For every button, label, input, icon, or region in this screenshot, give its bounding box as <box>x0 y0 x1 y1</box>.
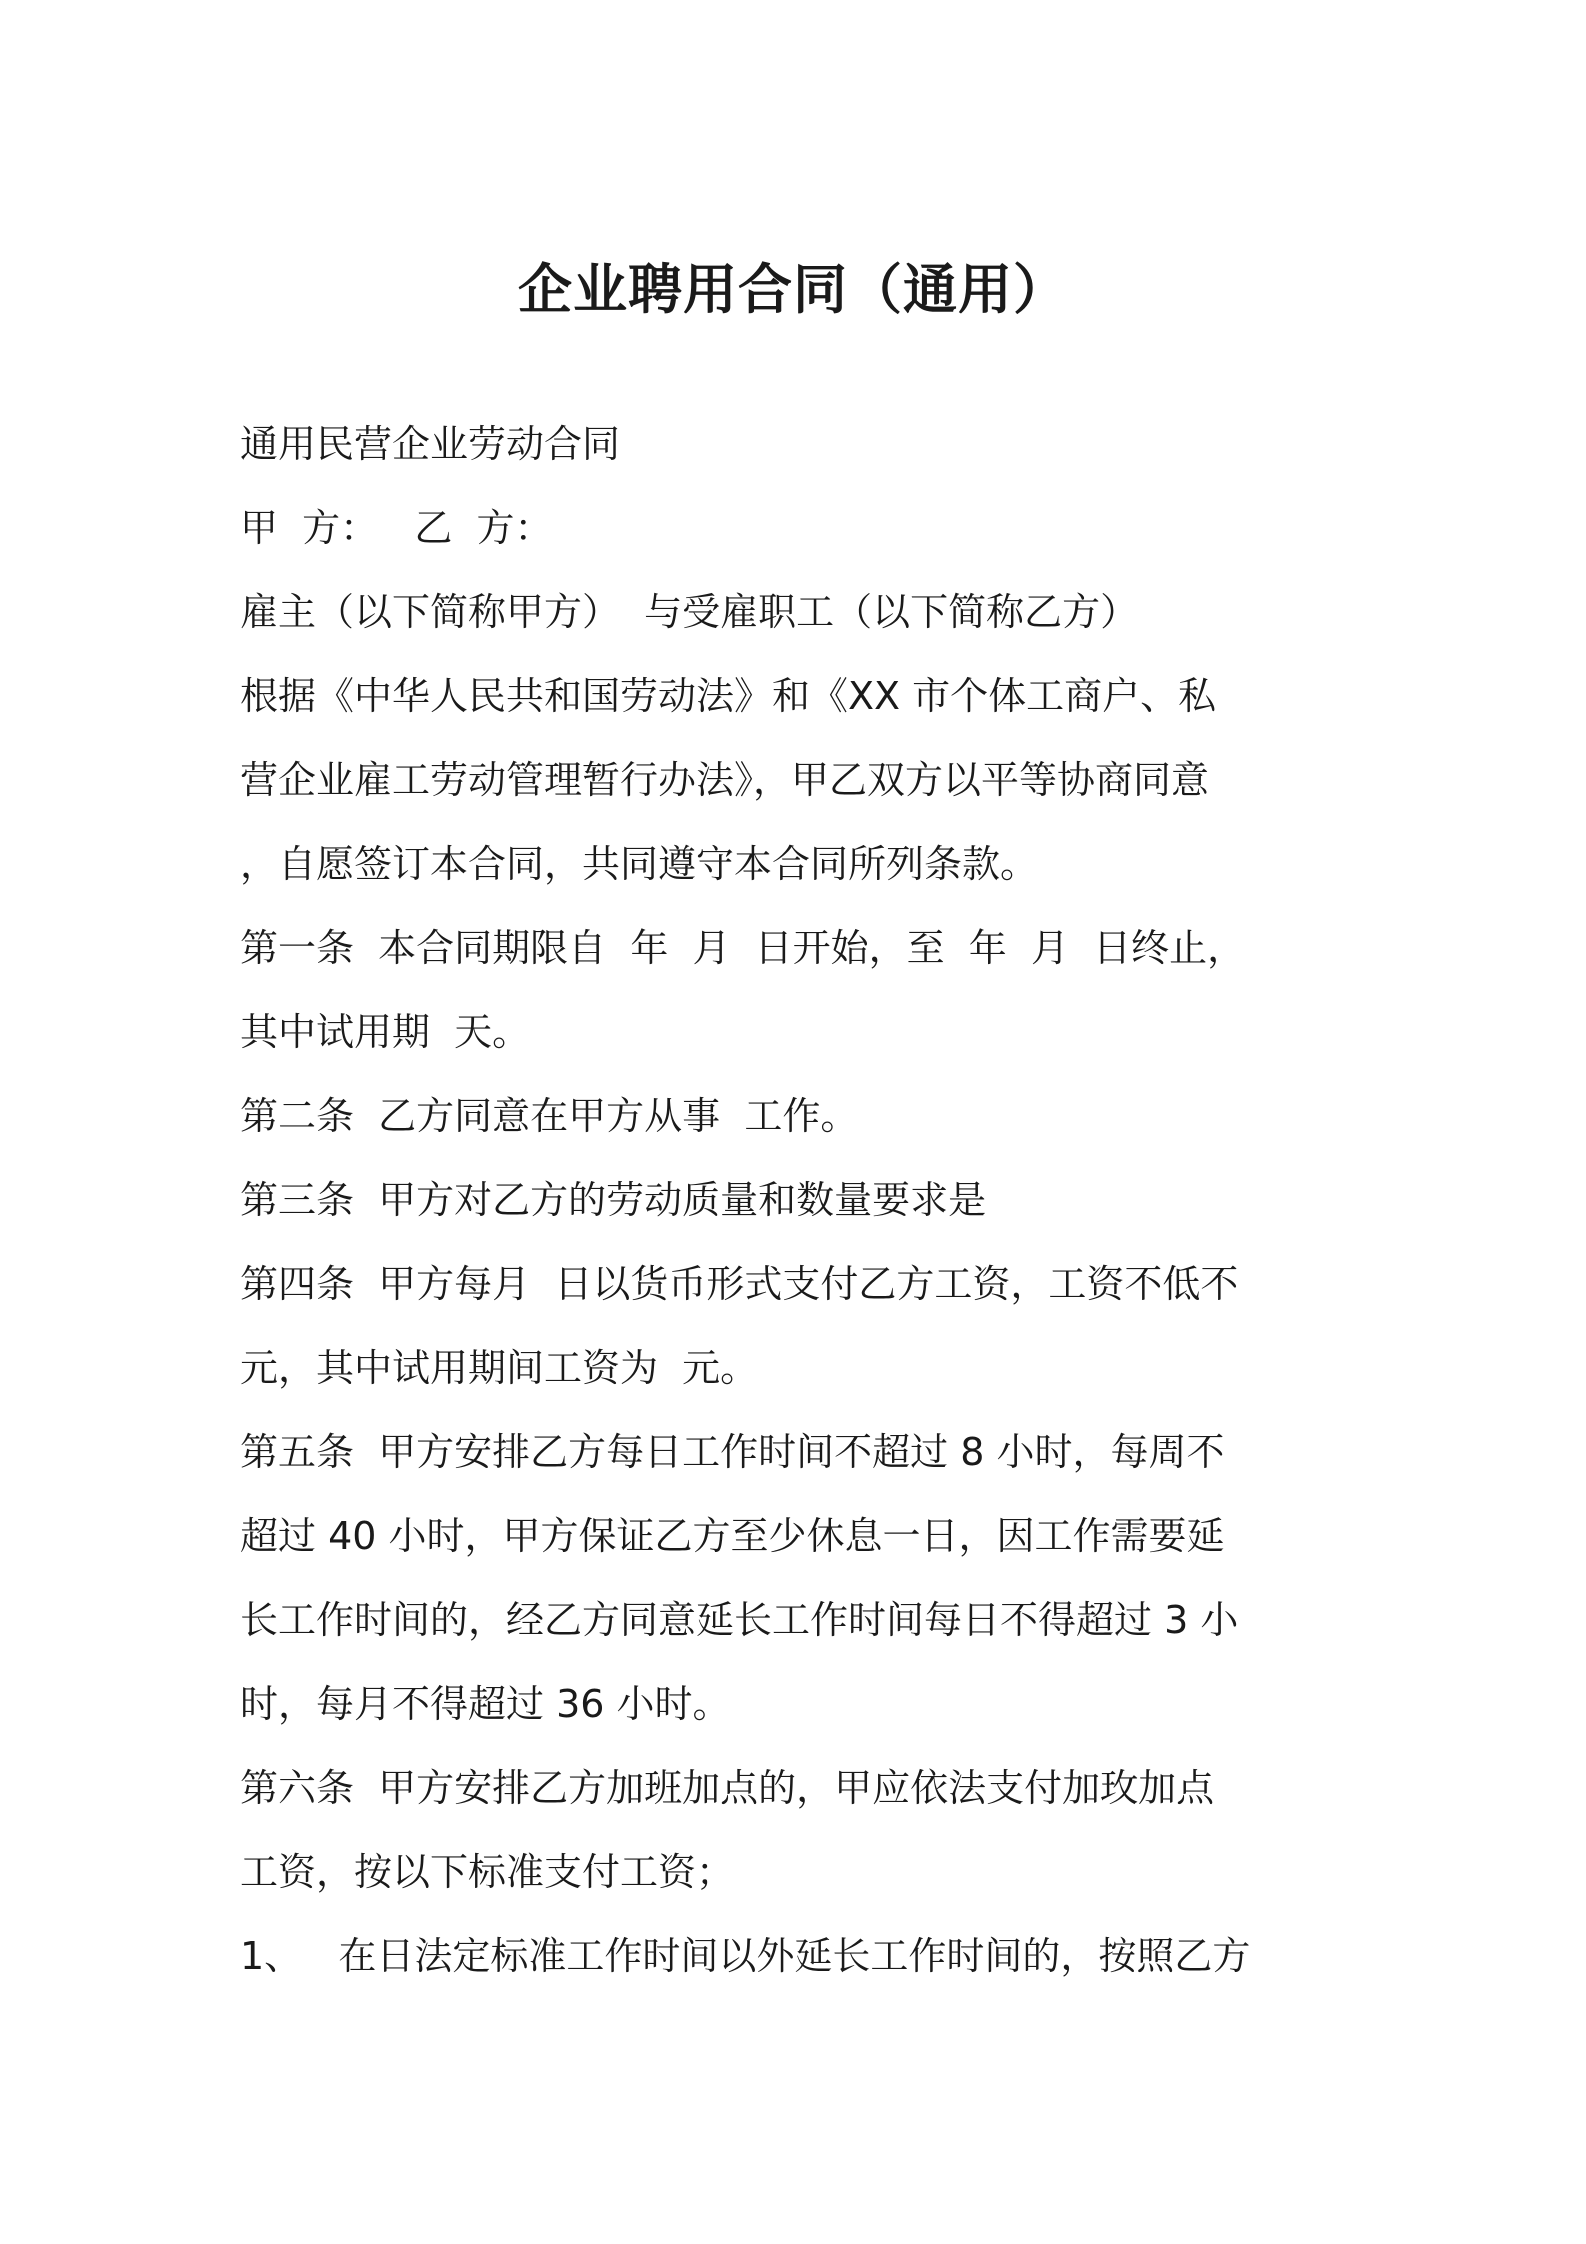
paragraph-line: 第四条 甲方每月 日以货币形式支付乙方工资，工资不低不 <box>240 1262 1239 1306</box>
document-body <box>240 402 1360 1998</box>
paragraph-line: 元，其中试用期间工资为 元。 <box>240 1346 759 1390</box>
paragraph-line: 雇主（以下简称甲方） 与受雇职工（以下简称乙方） <box>240 590 1139 634</box>
paragraph-line: 时，每月不得超过 36 小时。 <box>240 1682 731 1726</box>
paragraph-line: 根据《中华人民共和国劳动法》和《XX 市个体工商户、私 <box>240 674 1217 718</box>
paragraph-line: 通用民营企业劳动合同 <box>240 422 621 466</box>
paragraph-line: 长工作时间的，经乙方同意延长工作时间每日不得超过 3 小 <box>240 1598 1239 1642</box>
paragraph-line: 第六条 甲方安排乙方加班加点的，甲应依法支付加玫加点 <box>240 1766 1215 1810</box>
paragraph-line: 其中试用期 天。 <box>240 1010 531 1054</box>
paragraph-line: 1、 在日法定标准工作时间以外延长工作时间的，按照乙方 <box>240 1934 1251 1978</box>
paragraph-line: 甲 方： 乙 方： <box>240 506 553 550</box>
paragraph-line: 工资，按以下标准支付工资； <box>240 1850 735 1894</box>
paragraph-line: 第五条 甲方安排乙方每日工作时间不超过 8 小时，每周不 <box>240 1430 1225 1474</box>
paragraph-line: 第一条 本合同期限自 年 月 日开始，至 年 月 日终止， <box>240 926 1246 970</box>
paragraph-line: ，自愿签订本合同，共同遵守本合同所列条款。 <box>240 842 1039 886</box>
paragraph-line: 第三条 甲方对乙方的劳动质量和数量要求是 <box>240 1178 987 1222</box>
paragraph-line: 超过 40 小时，甲方保证乙方至少休息一日，因工作需要延 <box>240 1514 1225 1558</box>
paragraph-line: 第二条 乙方同意在甲方从事 工作。 <box>240 1094 859 1138</box>
document-title: 企业聘用合同（通用） <box>518 258 1068 321</box>
paragraph-line: 营企业雇工劳动管理暂行办法》，甲乙双方以平等协商同意 <box>240 758 1210 802</box>
